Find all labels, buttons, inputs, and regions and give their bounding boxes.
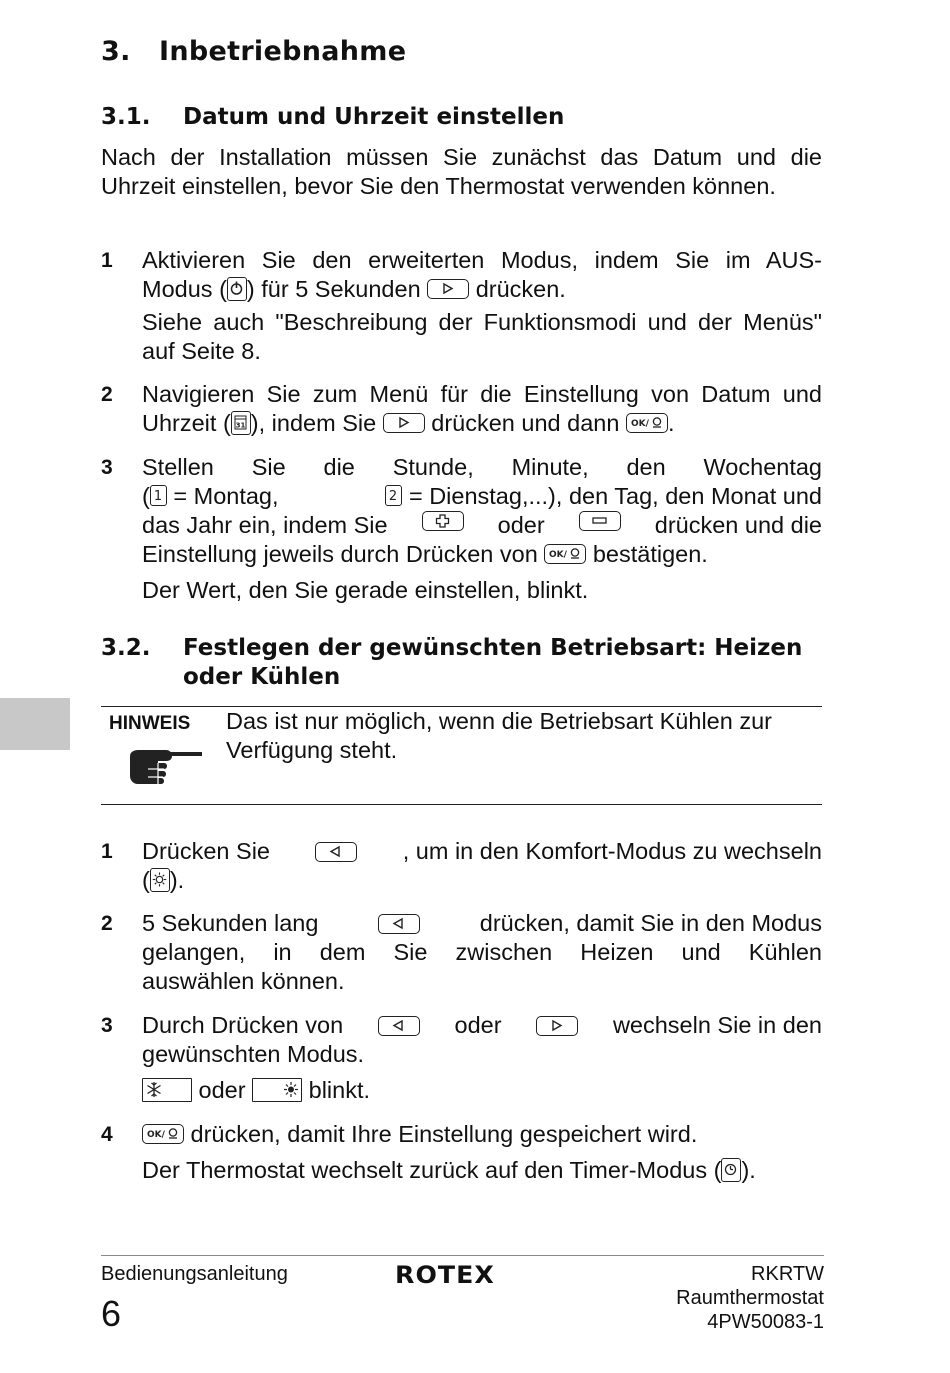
step-text: drücken, damit Ihre Einstellung gespeichert wird. <box>190 1121 698 1147</box>
step-text-line <box>142 1011 822 1040</box>
note-text: Das ist nur möglich, wenn die Betriebsart Kühlen zur Verfügung steht. <box>226 708 772 763</box>
step-text: Navigieren Sie zum Menü für die Einstellung von Datum und <box>142 381 822 407</box>
cooling-snowflake-icon <box>142 1078 192 1102</box>
footer-product-info <box>676 1262 824 1334</box>
step-text: oder <box>198 1077 246 1103</box>
step-text: oder <box>497 512 545 538</box>
ok-key-icon <box>544 544 586 564</box>
step-text: Stellen Sie die Stunde, Minute, den Wochentag <box>142 454 822 480</box>
comfort-sun-icon <box>150 868 170 892</box>
ok-key-label: OK/ <box>147 1130 165 1140</box>
step-text: Modus ( <box>142 276 227 302</box>
right-arrow-key-icon <box>536 1016 578 1036</box>
step-number: 4 <box>101 1123 113 1146</box>
step-note: Siehe auch "Beschreibung der Funktionsmodi und der Menüs" auf Seite 8. <box>142 309 822 364</box>
step-text-line <box>142 540 822 569</box>
power-key-icon <box>227 277 247 301</box>
left-arrow-key-icon <box>315 842 357 862</box>
footer-rule <box>101 1255 824 1256</box>
step-text: Aktivieren Sie den erweiterten Modus, indem Sie im AUS- <box>142 247 822 273</box>
rotex-logo: ROTEX <box>395 1261 495 1289</box>
step-text: blinkt. <box>308 1077 371 1103</box>
step-text: ( <box>142 483 150 509</box>
step-text: auswählen können. <box>142 968 345 994</box>
step-number: 1 <box>101 249 113 272</box>
step-text: gewünschten Modus. <box>142 1041 365 1067</box>
step-note: Der Wert, den Sie gerade einstellen, blinkt. <box>142 577 589 603</box>
step-text-line <box>142 409 822 438</box>
step-number: 1 <box>101 840 113 863</box>
subsection-3-1-heading <box>101 103 821 132</box>
step-number: 2 <box>101 912 113 935</box>
step-text: ), indem Sie <box>250 410 377 436</box>
step-text: das Jahr ein, indem Sie <box>142 512 388 538</box>
step-text-line <box>142 1120 822 1149</box>
calendar-key-label: 31 <box>235 421 246 430</box>
subsection-title-line: Festlegen der gewünschten Betriebsart: Heizen <box>183 635 803 661</box>
step-text: drücken und dann <box>431 410 620 436</box>
left-arrow-key-icon <box>378 1016 420 1036</box>
step-number: 3 <box>101 1014 113 1037</box>
subsection-title <box>183 634 823 692</box>
step-text-line <box>142 909 822 938</box>
step-text: ). <box>741 1157 756 1183</box>
section-heading <box>101 36 406 67</box>
ok-key-icon <box>626 413 668 433</box>
right-arrow-key-icon <box>427 279 469 299</box>
step-text: ( <box>142 867 150 893</box>
step-text: oder <box>454 1012 502 1038</box>
monday-key-icon <box>150 485 167 506</box>
timer-clock-icon <box>721 1158 741 1182</box>
subsection-number: 3.2. <box>101 635 151 661</box>
step-text: Der Thermostat wechselt zurück auf den Timer-Modus ( <box>142 1157 722 1183</box>
step-number: 2 <box>101 383 113 406</box>
footer-product-name: Raumthermostat <box>676 1287 824 1309</box>
step-text-line <box>142 1156 822 1185</box>
page-number: 6 <box>101 1293 122 1334</box>
subsection-title-line: oder Kühlen <box>183 664 341 690</box>
footer-document-number: 4PW50083-1 <box>707 1311 824 1333</box>
step-text: ) für 5 Sekunden <box>246 276 421 302</box>
step-text-line <box>142 1076 822 1105</box>
step-text: Einstellung jeweils durch Drücken von <box>142 541 538 567</box>
step-text: Durch Drücken von <box>142 1012 344 1038</box>
step-text: , um in den Komfort-Modus zu wechseln <box>402 838 822 864</box>
step-text: wechseln Sie in den <box>612 1012 822 1038</box>
subsection-number: 3.1. <box>101 104 151 130</box>
tuesday-key-label: 2 <box>389 489 398 504</box>
ok-key-label: OK/ <box>549 550 568 560</box>
step-text: drücken, damit Sie in den Modus <box>479 910 822 936</box>
ok-key-icon <box>142 1124 184 1144</box>
subsection-3-2-heading <box>101 634 821 694</box>
step-text: 5 Sekunden lang <box>142 910 319 936</box>
step-text: gelangen, in dem Sie zwischen Heizen und Kühlen <box>142 939 822 965</box>
pointing-hand-icon <box>128 746 204 793</box>
step-text: = Montag, <box>173 483 279 509</box>
tuesday-key-icon <box>385 485 402 506</box>
note-label: HINWEIS <box>109 713 191 734</box>
minus-key-icon <box>579 511 621 531</box>
monday-key-label: 1 <box>153 489 162 504</box>
heating-sun-icon <box>252 1078 302 1102</box>
step-text: ). <box>169 867 185 893</box>
ok-key-label: OK/ <box>630 419 649 429</box>
step-text: Uhrzeit ( <box>142 410 231 436</box>
step-number: 3 <box>101 456 113 479</box>
step-text-line <box>142 837 822 866</box>
step-text: drücken. <box>475 276 566 302</box>
step-text: Drücken Sie <box>142 838 270 864</box>
left-arrow-key-icon <box>378 914 420 934</box>
plus-key-icon <box>422 511 464 531</box>
step-text-line <box>142 482 822 511</box>
section-title: Inbetriebnahme <box>159 36 407 67</box>
subsection-title: Datum und Uhrzeit einstellen <box>183 104 565 130</box>
note-bottom-rule <box>101 804 822 805</box>
section-number: 3. <box>101 36 131 67</box>
step-text: bestätigen. <box>592 541 708 567</box>
chapter-side-tab <box>0 698 70 750</box>
step-text-line <box>142 866 822 895</box>
intro-paragraph: Nach der Installation müssen Sie zunächst das Datum und die Uhrzeit einstellen, bevor Sie den Thermostat verwenden können. <box>101 144 822 199</box>
footer-product-code: RKRTW <box>751 1263 824 1285</box>
step-text: = Dienstag,...), den Tag, den Monat und <box>408 483 822 509</box>
step-text-line <box>142 511 822 540</box>
step-text: drücken und die <box>654 512 822 538</box>
footer-doc-type: Bedienungsanleitung <box>101 1263 288 1285</box>
right-arrow-key-icon <box>383 413 425 433</box>
step-text: . <box>667 410 675 436</box>
calendar-key-icon <box>231 411 251 435</box>
step-text-line <box>142 275 822 304</box>
